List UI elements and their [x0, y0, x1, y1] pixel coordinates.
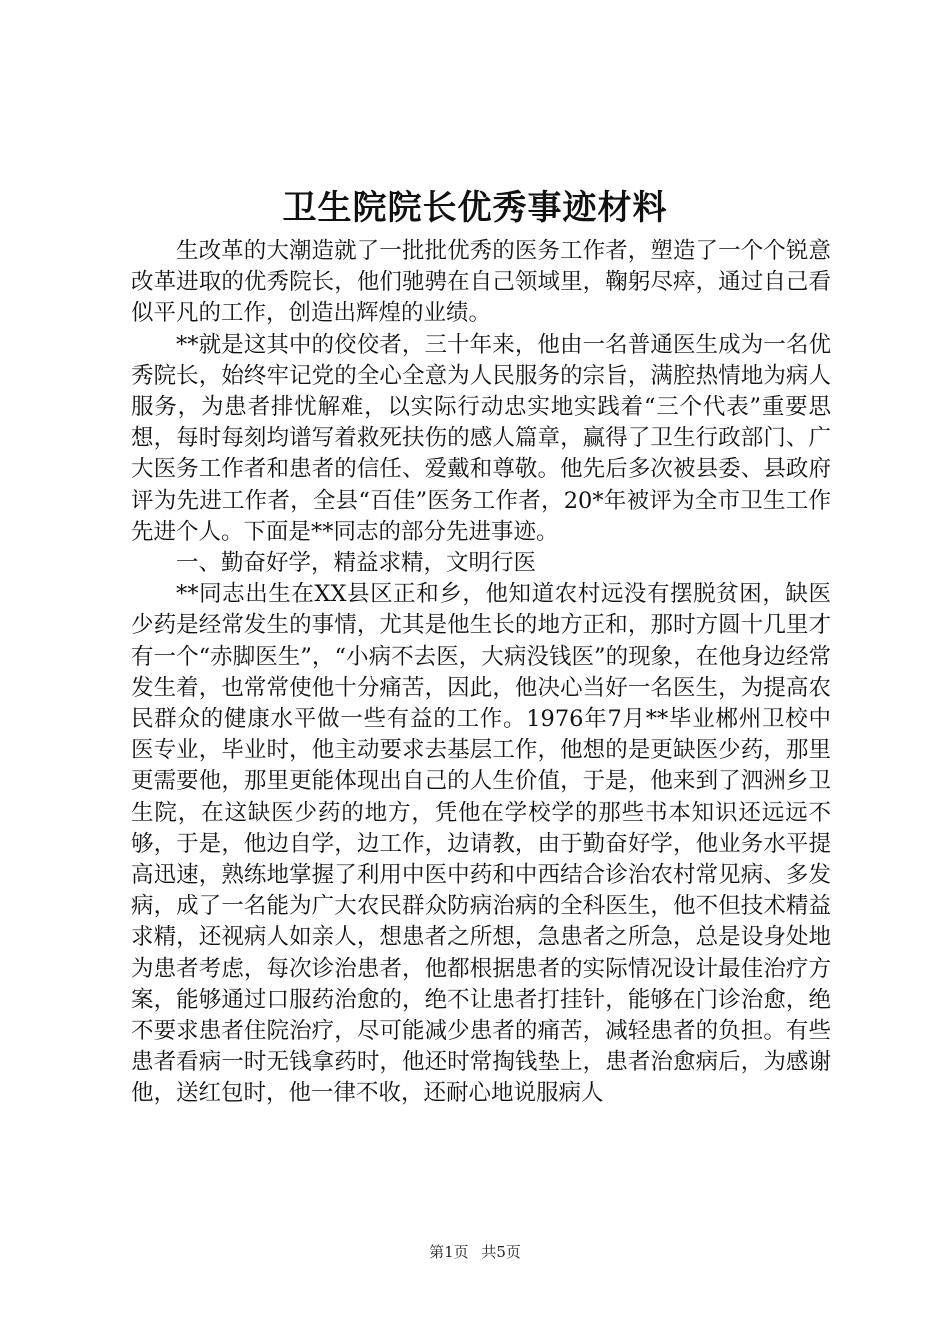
document-body	[131, 236, 831, 1110]
paragraph-summary: **就是这其中的佼佼者，三十年来，他由一名普通医生成为一名优秀院长，始终牢记党的全心全意为人民服务的宗旨，满腔热情地为病人服务，为患者排忧解难，以实际行动忠实地实践着“三个代表”重要思想，每时每刻均谱写着救死扶伤的感人篇章，赢得了卫生行政部门、广大医务工作者和患者的信任、爱戴和尊敬。他先后多次被县委、县政府评为先进工作者，全县“百佳”医务工作者，20*年被评为全市卫生工作先进个人。下面是**同志的部分先进事迹。	[131, 331, 831, 545]
document-title: 卫生院院长优秀事迹材料	[282, 188, 668, 228]
page-total: 共5页	[481, 1243, 521, 1261]
page-footer	[0, 1242, 950, 1262]
page-number: 第1页	[429, 1243, 469, 1261]
section-heading-1: 一、勤奋好学，精益求精，文明行医	[176, 550, 537, 577]
paragraph-section-1: **同志出生在XX县区正和乡，他知道农村远没有摆脱贫困，缺医少药是经常发生的事情，尤其是他生长的地方正和，那时方圆十几里才有一个“赤脚医生”，“小病不去医，大病没钱医”的现象，在他身边经常发生着，也常常使他十分痛苦，因此，他决心当好一名医生，为提高农民群众的健康水平做一些有益的工作。1976年7月**毕业郴州卫校中医专业，毕业时，他主动要求去基层工作，他想的是更缺医少药，那里更需要他，那里更能体现出自己的人生价值，于是，他来到了泗洲乡卫生院，在这缺医少药的地方，凭他在学校学的那些书本知识还远远不够，于是，他边自学，边工作，边请教，由于勤奋好学，他业务水平提高迅速，熟练地掌握了利用中医中药和中西结合诊治农村常见病、多发病，成了一名能为广大农民群众防病治病的全科医生，他不但技术精益求精，还视病人如亲人，想患者之所想，急患者之所急，总是设身处地为患者考虑，每次诊治患者，他都根据患者的实际情况设计最佳治疗方案，能够通过口服药治愈的，绝不让患者打挂针，能够在门诊治愈，绝不要求患者住院治疗，尽可能减少患者的痛苦，减轻患者的负担。有些患者看病一时无钱拿药时，他还时常掏钱垫上，患者治愈病后，为感谢他，送红包时，他一律不收，还耐心地说服病人	[131, 581, 831, 1107]
paragraph-intro: 生改革的大潮造就了一批批优秀的医务工作者，塑造了一个个锐意改革进取的优秀院长，他们驰骋在自己领域里，鞠躬尽瘁，通过自己看似平凡的工作，创造出辉煌的业绩。	[131, 238, 831, 327]
